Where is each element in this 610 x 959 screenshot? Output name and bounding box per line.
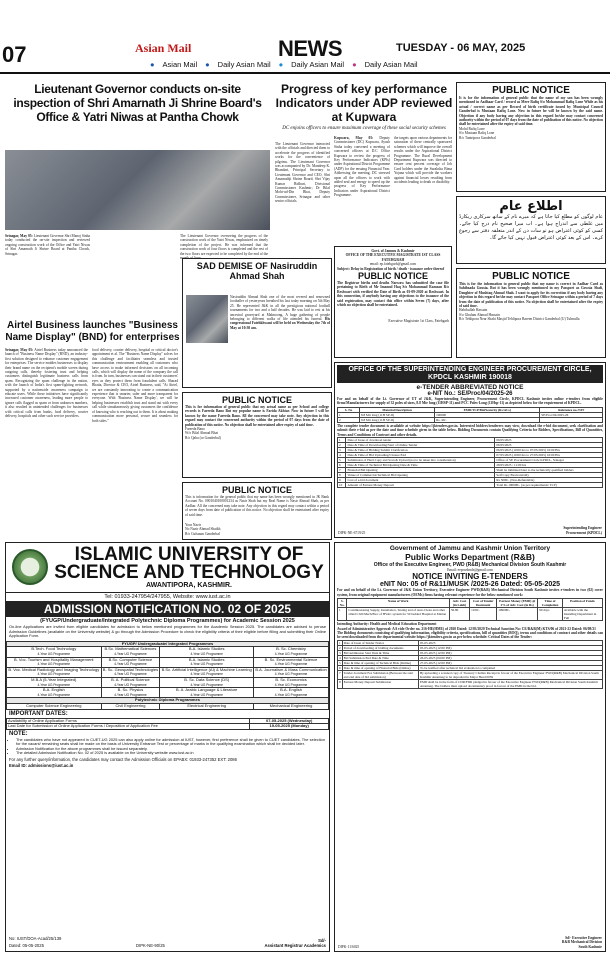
story2-col2: food delivery, courier delivery, hospital or critical doctor's appointment et al. The "Business Name Display" solves for this challenge and facilitates seamless and trusted communication environment enabling all customers who have access to make informed decisions on all incoming calls, which will display the name of the company the call is from. In turn, businesses can stand out in their customers' eyes as they protect them from fraudulent calls. Sharad Bhatia, Director & CEO, Airtel Business, said, "At Airtel, we are constantly innovating to create a communication experience that is smarter, safer and more transparent for everyone. With 'Business Name Display', we will be helping businesses establish trust and stand out with every call while simultaneously giving customers the confidence of knowing who is reaching out to them. It is about making communication more personal, secure and seamless for both sides." (92, 348, 178, 423)
iust-cat-title: FYUGP/ Undergraduate/ Integrated Programmes (7, 641, 329, 647)
table-cell: 1 (338, 412, 360, 417)
table-cell: 2 (338, 417, 360, 422)
story1-col2: The Lieutenant Governor overseeing the progress of the construction work of the Yatri Niwas, emphasized on timely completion of the project. He was informed that the construction work of four floors is completed and the rest of the two floors are expected to be completed by the end of the month of June. (180, 234, 268, 261)
table-cell: 05-05-2025 (12:00 PM) (418, 650, 602, 655)
twitter-icon: ● (278, 60, 284, 69)
public-notice-fareeda (182, 392, 332, 478)
story1-col1 (5, 234, 90, 256)
iust-dates-table (6, 718, 329, 730)
notice-title: PUBLIC NOTICE (492, 271, 570, 282)
programme-cell (254, 688, 329, 698)
table-header: Adv. Cost (in Lakh) (449, 599, 469, 608)
programme-duration: 4-Year UG Programme (114, 662, 147, 667)
programme-name: B. Sc. Environmental Science (264, 656, 318, 662)
programme-cell (101, 647, 160, 657)
pwd-nit: eNIT No: 05 of R&11/MUSK /2025-26 Dated: 05-05-2025 (379, 581, 561, 589)
table-cell: 4 (338, 453, 346, 458)
table-cell: 07-05-2025 (Wednesday) (250, 718, 329, 724)
table-row (338, 483, 603, 488)
story3-col2: the targets upon various departments for saturation of these centrally sponsored schemes which will improve the overall results under the Aspirational District Programme. The Rural Development Department Kupwara was directed to ensure cent percent coverage of Job Card holders under the Suraksha Bima Yojana which will provide the workers against financial losses resulting from accidents leading to death or disability. (394, 136, 452, 185)
demise-text: Nasiruddin Ahmad Shah one of the most revered and renowned footballer of yesteryears breathed his last today morning on 5th May 25. He represented J&K in all the prestigious national football tournaments for two and a half decades. He was laid to rest at his ancestral graveyard at Malmoong, A huge gathering of people belonging to different walks of life attended his funeral. (230, 295, 330, 322)
programme-cell (254, 667, 329, 677)
magistrate-subject: Subject: Delay in Registration of birth / death - issuance order thereof (337, 266, 445, 271)
table-cell: 56.80 (449, 608, 469, 621)
iust-admission (5, 542, 330, 952)
table-cell: Date & Time of Bid Uploading/Closure End (346, 453, 495, 458)
table-header: Time of Completion (538, 599, 563, 608)
story3-subhead: DC enjoins officers to ensure maximum coverage of these social security schemes (282, 126, 446, 131)
urdu-body: عام لوگوں کو مطلع کیا جاتا ہے کہ میرے نام کے ساتھ سرکاری ریکارڈ میں غلطی سے اندراج ہوا ہے۔ اب میرا صحیح نام درج کیا جائے۔ کسی کو کوئی اعتراض ہو تو سات دن کے اندر متعلقہ دفتر سے رجوع کرے۔ اس کے بعد کوئی اعتراض قبول نہیں کیا جائے گا۔ (459, 214, 603, 241)
programme-cell (101, 688, 160, 698)
social-handle-4: Daily Asian Mail (364, 60, 418, 69)
magistrate-govt: Govt. of Jammu & Kashmir (371, 249, 415, 253)
iust-name-1: ISLAMIC UNIVERSITY OF (74, 544, 304, 565)
programme-duration: 4-Year UG Programme (114, 692, 147, 697)
programme-duration: 4-Year UG Programme (37, 682, 71, 687)
programme-cell (254, 677, 329, 687)
table-cell: 7 (338, 468, 346, 473)
table-cell: 8 (338, 473, 346, 478)
kpdcl-dip: DIPK-NE-6719/25 (338, 530, 366, 535)
table-header: Name of Work (347, 599, 450, 608)
table-cell: 5 (338, 458, 346, 463)
iust-programme-table (6, 641, 329, 710)
programme-duration: 4-Year UG Programme (190, 692, 223, 697)
table-cell: SE/Proc/04/2025-26 (540, 412, 603, 417)
notice-signature: Your Nazir No Nazir Ahmad Shaikh R/o Gulsaum Ganderbal (185, 523, 221, 536)
table-cell: 190000 (435, 412, 540, 417)
table-cell: Amount of Earnest Money Deposit (346, 483, 495, 488)
iust-dated: Dated: 05-05-2025 (9, 943, 44, 948)
notice-body: It is for the information of general public that the name of my son has been wrongly mentioned in Aadhaar Card / record as Meer Rafiq S/o Mohammad Rafiq Lone While as his actual / correct name as per Record of birth certificate issued by Municipal Council Ganderbal is Mustaan Rafiq Lone. Now in future he will be known by the said name. Objection if any body having any objection in this regard he/she may contact concerned authority within the period of 07 days from the date of publication of this notice. No objection shall be entertained after the expiry of said time. (459, 96, 603, 127)
table-cell: 6 (339, 665, 341, 670)
section-title: NEWS (278, 36, 342, 61)
table-cell: Available with the Intending Department in Full (562, 608, 602, 621)
iust-dates-title: IMPORTANT DATES: (9, 710, 68, 717)
notice-body: This is for information of general public that my actual name as per School and college records is Fareeda Bano But my popular name is Farida Akhtar. Now in future I will be known by the name Fareeda Bano. All the concerned may take note. Any objection in this regard may contact the concerned authority within the period of 07 days from the date of publication of this notice. No objection shall be entertained after expiry of said time. (185, 405, 329, 427)
table-cell: Submission of Hard Copy and Scan & Upload (not to be taken into consideration) (346, 458, 495, 463)
pwd-signature: Sd/- Executive Engineer R&B Mechanical Division South Kashmir (561, 935, 602, 949)
magistrate-email: email: ep.fatehgarh@gmail.com (369, 262, 417, 267)
public-notice-nazir (182, 482, 332, 540)
programme-name: B.Sc. Computer Science (108, 656, 153, 662)
programme-duration: 4-Year UG Programme (274, 651, 308, 656)
story2-text-1: Airtel Business today announced the launch of "Business Name Display" (BND), an industry-first solution designed to enhance customer engagement for enterprises. The service enables businesses to display their brand name on the recipient's mobile screen during outgoing calls, thereby fostering trust and helping customers distinguish legitimate business calls from spam. Recognizing the spam challenge in the nation, with the launch of India's first spam-fighting network, supported by a nationwide awareness campaign to educate users. While these initiatives have significantly increased customer awareness, leading more people to ignore calls flagged as spam or from unknown numbers, it also resulted in unintended challenges for businesses with critical calls from banks, food delivery, courier delivery, hospitals and other such service providers. (5, 348, 89, 419)
table-cell: 07/05/2025 (10:00 hrs to 27/05/2025) 16:00 Hrs (495, 453, 603, 458)
pwd-tender (334, 542, 606, 952)
table-cell: Self Copy Electronically (495, 473, 603, 478)
table-cell: 1 (338, 438, 346, 443)
programme-duration: 4-Year UG Programme (190, 672, 223, 677)
programme-name: B. Voc. Medical Radiology and Imaging Technology (8, 666, 100, 672)
table-cell: 6 (338, 463, 346, 468)
table-row (7, 667, 329, 677)
table-cell: 26-05-2025 (04:00 PM) (418, 655, 602, 660)
story1-dateline: Srinagar, May 05: (5, 234, 33, 238)
story1-col3: The Lieutenant Governor interacted with the officials and directed them to accelerate the progress of identified works for the convenience of pilgrims. The Lieutenant Governor was accompanied by Dr. Mandeep K. Bhandari, Principal Secretary to Lieutenant Governor and CEO, Shri Amarnathji Shrine Board; Shri Vijay Kumar Bidhuri, Divisional Commissioner Kashmir; Dr Bilal Mohi-ud-Din Bhat, Deputy Commissioner, Srinagar and other senior officials. (275, 142, 330, 204)
programme-duration: 4-Year UG Programme (114, 682, 147, 687)
programme-name: B. Sc. Geospatial Technologies (102, 666, 159, 672)
table-header: EMD/TCP/Bid/Security (Rs/ACs) (435, 407, 540, 412)
table-cell: Rs. 40/- (435, 417, 540, 422)
table-cell: Date of Issue of Tender Notice (342, 640, 418, 645)
pwd-para: The Bidding documents consisting of qualifying information, eligibility criteria, specifications, bill of quantities (BOQ), terms and conditions of contract and other details can be seen/downloaded from the departmental website https://jktenders.gov.in as per below schedule: Critical Dates of the Tender: (337, 631, 603, 640)
programme-name: B.Tech. Food Technology (31, 646, 77, 652)
magistrate-signature: Executive Magistrate 1st Class, Fatehgarh (388, 319, 449, 324)
programme-name: B.A. English (42, 687, 65, 693)
list-item: • The candidates who have not appeared in CUET-UG 2025 can also apply online for admission at IUST, however, first preference shall be given to CUET candidates. The selection for the vacant/ remaining seats shall be made on the basis of University Entrance Test or percentage of marks in the qualifying examination which shall be decided later. (16, 738, 325, 747)
programme-name: B.Sc. Mathematical Sciences (104, 646, 157, 652)
story1-headline: Lieutenant Governor conducts on-site inspection of Shri Amarnath Ji Shrine Board's Office & Yatri Niwas at Pantha Chowk (13, 82, 262, 124)
iust-title: ADMISSION NOTIFICATION NO. 02 OF 2025 (6, 601, 329, 617)
table-cell: 1100/- (470, 608, 497, 621)
iust-name-2: SCIENCE AND TECHNOLOGY (54, 562, 324, 583)
list-item: • Admission Notification for the above programmes shall be issued separately. (16, 747, 325, 752)
programme-cell (7, 657, 102, 667)
table-cell: Shall be intimated later to the technically qualified bidders (495, 468, 603, 473)
programme-cell (101, 677, 160, 687)
kpdcl-material-table (337, 407, 603, 423)
kpdcl-title: e-TENDER ABBREVIATED NOTICE (416, 384, 524, 391)
programme-cell (7, 677, 102, 687)
kpdcl-schedule-table (337, 437, 603, 488)
programme-name: B. Sc. Physics (117, 687, 144, 693)
magistrate-body: The Registrar births and deaths Narwaw has submitted the case file pertaining to Birth of Mr Imamul Haq S/o Mohammad Ramzan R/o Reshwari with verified the Date of Birth as 03-09-2020 at Reshwari. In this connection, if anybody having any objections to the issuance of the said registration, may contact this office within Seven (7) days, after which no objection shall be entertained. (337, 281, 449, 308)
table-cell (540, 417, 603, 422)
table-cell: 10 (338, 483, 346, 488)
table-cell: Availability of Online Application Forms (7, 718, 250, 724)
table-cell: Commissioning Supply, Installation, Testing and of Auto Clean and other allied Civil/Mech/Elec of HVAC system for 50 bedded Hospital at Mattan (347, 608, 450, 621)
table-cell: 8 (338, 679, 343, 688)
story3-text-1: Deputy Commissioner (DC) Kupwara, Ayush Sinha today convened a meeting of concerned officers at D.C Office Kupwara to review the progress of Key Performance Indicators (KPIs) under Aspirational District Programme (ADP) for the ensuing Financial Year. Addressing the meeting, DC stressed upon all the officers to work with added zeal and energy to speed up the progress of Key Performance Indicators under Aspirational District Programme. (334, 136, 390, 198)
programme-duration: 4-Year UG Programme (190, 682, 223, 687)
iust-email: Email ID: admissions@iust.ac.in (9, 763, 74, 769)
social-handle-1: Asian Mail (162, 60, 198, 69)
programme-cell (160, 688, 254, 698)
table-cell: Last Date for Submission of Online Application Forms / Deposition of Application Fee (7, 724, 250, 730)
table-header: S. No (338, 407, 360, 412)
table-header-row (338, 599, 603, 608)
instagram-icon: ● (352, 60, 357, 69)
table-row (338, 608, 603, 621)
pwd-govt: Government of Jammu and Kashmir Union Territory (389, 545, 551, 552)
programme-duration: 4-Year UG Programme (37, 662, 71, 667)
masthead (0, 0, 610, 76)
story3-headline: Progress of key performance Indicators under ADP reviewed at Kupwara (275, 82, 453, 124)
demise-fatehkhwani: His congressional Fatehkhwani will be held on Wednesday the 7th of May at 10:30 am. (230, 317, 330, 330)
page-number: 07 (2, 42, 27, 67)
story2-dateline: Srinagar, May 05: (5, 348, 34, 352)
table-header: Position of Funds (562, 599, 602, 608)
table-cell: 28/05/2025 / 11:00 hrs (495, 463, 603, 468)
table-cell: Bid submission Start Date & Time (342, 650, 418, 655)
table-cell: Cost of e-bid document (346, 478, 495, 483)
iust-intro: On-line Applications are invited from eligible candidates for admission to below mentioned programmes for the Academic Session 2025. The candidates are advised to peruse Admission Guidelines (available on the University website) & go through the Admission Procedure to check the eligibility criteria of their eligible before filling and submitting their Online Application Form. (9, 624, 326, 639)
table-cell: Date & Time of Downloading/Start of Online Tender (346, 443, 495, 448)
notice-signature: Mohd Rafiq Lone S/o Mustaan Rafiq Lone R/o Tantripora Ganderbal (459, 126, 496, 140)
table-cell: Civil Engineering (101, 703, 160, 709)
table-cell: 7 (338, 670, 343, 679)
kpdcl-intro: For and on behalf of the Lt. Governor of UT of J&K, Superintending Engineer, Procurement Circle, KPDCL Kashmir invites online e-tenders from eligible firms/Manufacturers for supply of 32 poles of sizes, 8.8 Mtr long (11HSP-11) and PCC Poles-Long (11Hsp-11) as depicted below for the requirement of KPDCL. (337, 397, 603, 406)
story-lg-inspection (5, 82, 270, 124)
programme-cell (101, 657, 160, 667)
table-cell: 9.8 Mtr long (11H SP-II) (359, 417, 434, 422)
programme-cell (101, 667, 160, 677)
pwd-title: NOTICE INVITING E-TENDERS (412, 572, 528, 582)
table-cell: 109000/- (497, 608, 538, 621)
iust-header (6, 543, 329, 593)
notice-title: PUBLIC NOTICE (221, 395, 292, 405)
programme-cell (254, 647, 329, 657)
magistrate-office: OFFICE OF THE EXECUTIVE MAGISTRATE 1ST CLASS FATEHGRAH (345, 253, 441, 262)
table-cell: Period of downloading of bidding documents (342, 645, 418, 650)
iust-subtitle: (FYUGP/Undergraduate/Integrated Polytechnic Diploma Programmes) for Academic Session 2025 (40, 618, 295, 624)
table-row (338, 679, 603, 688)
iust-dip: DIPK-NE-90/25 (136, 943, 165, 948)
table-row (338, 417, 603, 422)
pwd-email: Email: eeprwdmds@gmail.com (447, 568, 493, 572)
programme-name: B. Sc. Economics (275, 676, 307, 682)
table-cell: 3 (338, 448, 346, 453)
table-cell: By uploading a scanned copy of Treasury Challan Receipt in favour of the Executive Engineer PWD(R&B) Mechanical Division South Kashmir Anantnag to be deposited in Major Head 0059 (418, 670, 602, 679)
programme-duration: 4-Year UG Programme (274, 692, 308, 697)
kpdcl-signature: Superintending Engineer Procurement (KPDCL) (563, 526, 602, 535)
demise-title: SAD DEMISE OF Nasiruddin Ahmad Shah (196, 261, 318, 281)
iust-contact-note: For any further query/information, the candidates may contact the Admission Officials on EPABX: 01933-247352 EXT: 2086 (9, 757, 237, 763)
programme-name: M.B.A (5-Year Integrated) (31, 676, 77, 682)
table-row (7, 688, 329, 698)
table-row (7, 724, 329, 730)
programme-name: B. Sc. Chemistry (276, 646, 306, 652)
story2-col1 (5, 348, 88, 419)
programme-name: B. A. Arabic Language & Literature (176, 687, 238, 693)
facebook-icon: ● (150, 60, 155, 69)
table-cell: Venue of Commercial/Technical Bid Opening (346, 473, 495, 478)
table-cell: 1 (338, 608, 347, 621)
table-row (7, 677, 329, 687)
story3-col1 (334, 136, 390, 198)
table-header: Earnest Money (EMD) @ 2% of Adv. Cost (in Rs) (497, 599, 538, 608)
table-header: Reference no./NIT (540, 407, 603, 412)
programme-name: B.A. Islamic Studies (188, 646, 225, 652)
paper-logo: Asian Mail (135, 41, 192, 55)
table-cell: Financial Bid Opening (346, 468, 495, 473)
table-cell: Rs 5000/- (Non-Refundable) (495, 478, 603, 483)
programme-duration: 4-Year UG Programme (37, 651, 71, 656)
table-cell: To be notified after technical bid evaluation is completed (418, 665, 602, 670)
social-handle-3: Daily Asian Mail (291, 60, 345, 69)
iust-note-title: NOTE: (9, 730, 28, 737)
masthead-rule (0, 72, 610, 74)
kpdcl-nit: e-NIT No.: SE/Proc/04/2025-26 (427, 391, 513, 397)
table-cell: Earnest Money Deposit Submission (342, 679, 418, 688)
programme-duration: 4-Year UG Programme (274, 672, 308, 677)
notice-title: PUBLIC NOTICE (221, 485, 292, 495)
notice-signature: Fareeda Bano W/o Bilal Ahmad Bhat R/o Qaba (or Ganderbal) (185, 427, 221, 440)
programme-name: B.Sc. Artificial Intelligence (AI) & Machine Learning (161, 666, 252, 672)
pwd-intro: For and on behalf of the Lt. Governor of J&K Union Territory, Executive Engineer PWD(R&B) Mechanical Division South Kashmir invites e-tenders in two (02) cover system, from original equipment manufacturers (OEMs) firms having relevant experience for the below mentioned work: (337, 588, 603, 597)
programme-cell (254, 657, 329, 667)
programme-duration: 4-Year UG Programme (190, 662, 223, 667)
list-item: • The detailed Admission Notification No. 02 of 2025 is available on the University website www.iust.ac.in (16, 751, 325, 756)
public-notice-gousia (456, 268, 606, 358)
table-cell: Computer Science Engineering (7, 703, 102, 709)
pwd-notes: Intending Authority: Health and Medical Education Department Award of Administrative Approval: AA vide Order no. 216-HE(HME) of 2020 Dated: 12/03/2020 Technical Sanction No: CE/R&B(M) KTS/06 of 2021-22 Dated: 06/08/21 (337, 622, 596, 631)
story1-photo (5, 150, 270, 230)
facebook-icon: ● (205, 60, 210, 69)
programme-duration: 4-Year UG Programme (274, 682, 308, 687)
table-header: S. No. (338, 599, 347, 608)
magistrate-notice (334, 246, 452, 358)
table-cell: 19-05-2025 (Monday) (250, 724, 329, 730)
table-cell: 9 (338, 478, 346, 483)
table-row (7, 657, 329, 667)
programme-name: B. Sc. Data Science (DS) (184, 676, 230, 682)
table-cell: Date of Issue of download tender (346, 438, 495, 443)
table-cell: Date & time of opening of Technical Bids (Online) (342, 660, 418, 665)
pwd-office: Office of the Executive Engineer, PWD (R&B) Mechanical Division South Kashmir (373, 562, 567, 568)
programme-cell (160, 647, 254, 657)
iust-place: AWANTIPORA, KASHMIR. (146, 582, 232, 589)
story3-dateline: Kupwara, May 05: (334, 136, 374, 140)
pwd-dept: Public Works Department (R&B) (405, 552, 535, 562)
table-cell: 27-05-2025 (12:00 PM) (418, 660, 602, 665)
table-cell: 2 (338, 443, 346, 448)
kpdcl-para: The complete tender document is available at website https://jktenders.gov.in. Interested bidders/tenderers may view, download the e-bid document, seek clarification and submit their e-bid as per the date and time schedule given in the table below. Bidding Documents contain Qualifying Criteria for Bidders, Specifications, Bill of Quantities, Terms and Conditions of Contract and other details. (337, 423, 603, 437)
demise-body (230, 295, 330, 330)
pwd-work-table (337, 598, 603, 621)
notice-body: This is for the information to general public that my name is correct in Aadhar Card as Sahibzada Gousia. But it has been wrongly mentioned in my Passport as Gowsia Shafi, Daughter of Mushtaq Ahmad Shah. I want to apply for its correction if any body having any objection in this regard he/she may contact Passport Office Srinagar within a period of 7 days from the date of publication of this notice. No objection shall be entertained after the expiry of said time. (459, 282, 603, 309)
table-cell: EMD shall be in the form of CDR/FDR pledged in favour of the Executive Engineer PWD(R&B) Mechanical Division South Kashmir Anantnag. The bidders must upload documentary proof in favour of the EMD in the bid. (418, 679, 602, 688)
programme-duration: 4-Year UG Programme (274, 662, 308, 667)
programme-cell (7, 688, 102, 698)
pwd-dip: DIPK-11/6025 (338, 944, 360, 949)
table-cell: 05-05-2025 (12:00 PM) (418, 645, 602, 650)
demise-photo (186, 295, 228, 343)
pwd-dates-table (337, 640, 603, 689)
social-handle-2: Daily Asian Mail (217, 60, 271, 69)
table-cell: Tender document Fee Submission (Between the start and end date of bid submission) (342, 670, 418, 679)
table-cell: 06/05/2025 (10:00 hrs to 07/05/2025) 16:00 Hrs (495, 448, 603, 453)
table-cell: 5 (339, 660, 341, 665)
table-cell: 05-05-2025 (418, 640, 602, 645)
table-cell: Total Rs 100000/- (as per requirements/ TCP) (495, 483, 603, 488)
table-row (338, 670, 603, 679)
programme-duration: 4-Year UG Programme (114, 651, 147, 656)
table-cell: Electrical Engineering (160, 703, 254, 709)
programme-cell (7, 667, 102, 677)
notice-signature: Habibullah Hassain S/o Ghulam Ahmad Hassain R/o Tehlipora Near Shahi Masjid Tehlipora Bareen District Ganderbal (U) Tulmulla (459, 308, 580, 322)
table-cell: 3 (339, 650, 341, 655)
urdu-notice (456, 196, 606, 264)
urdu-title: اطلاع عام (499, 199, 563, 214)
iust-notes (6, 738, 329, 756)
programme-cell (160, 657, 254, 667)
issue-date: TUESDAY - 06 MAY, 2025 (396, 42, 526, 54)
programme-cell (7, 647, 102, 657)
programme-name: B.A. English (280, 687, 302, 693)
programme-duration: 4-Year UG Programme (37, 692, 71, 697)
programme-cell (160, 677, 254, 687)
programme-name: B.A. Journalism & Mass Communication (255, 666, 327, 672)
table-cell: Office of SE Procurement Circle KPDCL, Srinagar (495, 458, 603, 463)
magistrate-title: PUBLIC NOTICE (357, 271, 428, 282)
iust-ref: No: IUST/DOA-Acad/25/139 (9, 936, 62, 941)
kpdcl-tender (334, 362, 606, 538)
table-cell: Date & time of opening of Financial Bids (Online) (342, 665, 418, 670)
story-kpi-review (275, 82, 453, 132)
notice-title: PUBLIC NOTICE (492, 85, 570, 96)
programme-name: B. Voc. Tourism and Hospitality Management (14, 656, 94, 662)
table-header: Material Description (359, 407, 434, 412)
table-cell: 4 (339, 655, 341, 660)
iust-contact: Tel: 01933-247954/247955, Website: www.iust.ac.in (104, 594, 231, 600)
table-row (7, 647, 329, 657)
table-cell: 2 (339, 645, 341, 650)
iust-poly-title: Polytechnic Diploma Programmes (7, 698, 329, 704)
table-row (7, 703, 329, 709)
table-cell: 06/05/2025 (495, 443, 603, 448)
table-cell: 8.8 Mtr long (11H SP-II) (359, 412, 434, 417)
public-notice-rafiq (456, 82, 606, 192)
table-cell: Date & Time of Technical Bid Opening Date & Time (346, 463, 495, 468)
programme-duration: 4-Year UG Programme (37, 672, 71, 677)
kpdcl-office: OFFICE OF THE SUPERINTENDING ENGINEER PROCUREMENT CIRCLE, KPDCL KASHMIR 190018 (337, 365, 603, 383)
notice-body: This is information for the general public that my name has been wrongly mentioned in JK Bank Account No. 0001040100001234 as Nasir Shah but my Real Name is Nasir Ahmad Shah, as per Aadhar. All the concerned may take note. Any objection in this regard may contact within a period of seven days from date of publication of this notice. No objection shall be entertained after expiry of said time. (185, 495, 329, 517)
iust-logo (12, 549, 48, 585)
programme-cell (160, 667, 254, 677)
programme-name: B.A. Islamic Studies (188, 656, 225, 662)
table-cell: 90 days (538, 608, 563, 621)
story1-text-1: Lieutenant Governor Shri Manoj Sinha today conducted the on-site inspection and reviewed ongoing construction work of the Office and Yatri Niwas of Shri Amarnath Ji Shrine Board at Pantha Chowk, Srinagar. (5, 234, 91, 256)
programme-duration: 4-Year UG Programme (114, 672, 147, 677)
story2-headline: Airtel Business launches "Business Name Display" (BND) for enterprises (5, 320, 180, 343)
table-cell: 06/05/2025 (495, 438, 603, 443)
table-header: Cost of Tender Document (470, 599, 497, 608)
table-cell: Bid Submission End Date & Time (342, 655, 418, 660)
programme-duration: 4-Year UG Programme (190, 651, 223, 656)
social-strip (150, 60, 610, 69)
table-cell: 1 (339, 640, 341, 645)
iust-signature: Sd/- Assistant Registrar Academics (264, 938, 326, 948)
table-cell: Mechanical Engineering (254, 703, 329, 709)
demise-notice (182, 258, 332, 388)
programme-name: B. A. Political Science (111, 676, 150, 682)
table-cell: Date & Time of Bidding Submit Clarification (346, 448, 495, 453)
